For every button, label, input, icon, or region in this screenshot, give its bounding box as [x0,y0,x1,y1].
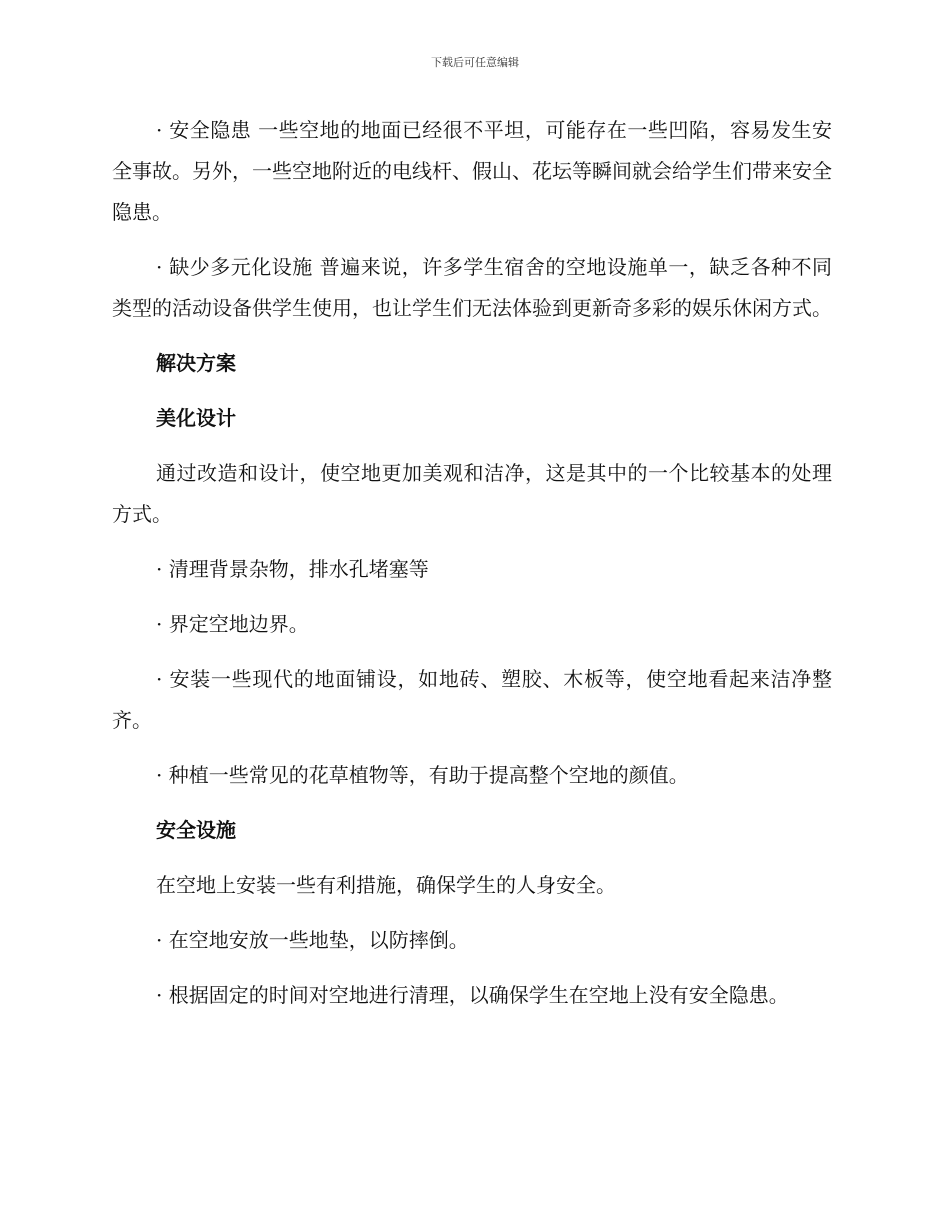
list-item-install-paving: · 安装一些现代的地面铺设，如地砖、塑胶、木板等，使空地看起来洁净整齐。 [112,667,832,732]
paragraph-safety-intro: 在空地上安装一些有利措施，确保学生的人身安全。 [156,873,616,897]
paragraph-safety-hazard: · 安全隐患 一些空地的地面已经很不平坦，可能存在一些凹陷，容易发生安全事故。另外，一些空地附近的电线杆、假山、花坛等瞬间就会给学生们带来安全隐患。 [112,118,832,224]
list-item-floor-mats: · 在空地安放一些地垫，以防摔倒。 [156,928,469,952]
heading-solutions: 解决方案 [156,351,236,375]
list-item-plant-flowers: · 种植一些常见的花草植物等，有助于提高整个空地的颜值。 [156,763,689,787]
paragraph-beautify-intro: 通过改造和设计，使空地更加美观和洁净，这是其中的一个比较基本的处理方式。 [112,461,832,526]
list-item-define-boundary: · 界定空地边界。 [156,612,309,636]
page-header: 下载后可任意编辑 [431,56,519,69]
list-item-regular-cleaning: · 根据固定的时间对空地进行清理，以确保学生在空地上没有安全隐患。 [156,983,789,1007]
heading-beautify-design: 美化设计 [156,406,236,430]
heading-safety-facilities: 安全设施 [156,818,236,842]
document-body [112,110,832,1016]
list-item-clean-debris: · 清理背景杂物，排水孔堵塞等 [156,557,429,581]
paragraph-lack-facilities: · 缺少多元化设施 普遍来说，许多学生宿舍的空地设施单一，缺乏各种不同类型的活动设备供学生使用，也让学生们无法体验到更新奇多彩的娱乐休闲方式。 [112,255,832,320]
